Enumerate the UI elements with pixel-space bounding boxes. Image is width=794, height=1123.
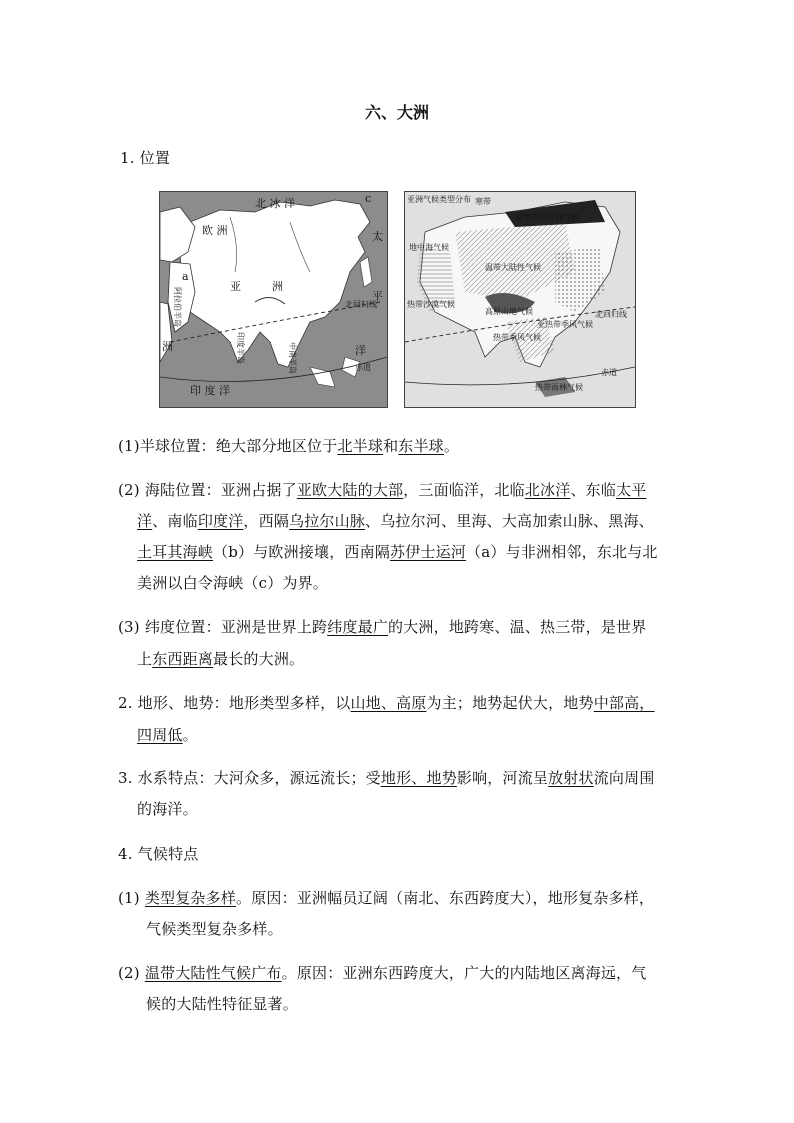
label-arabia: 阿拉伯半岛 — [173, 287, 182, 327]
answer: 东西距离 — [152, 650, 214, 668]
text: 2. 地形、地势：地形类型多样，以 — [118, 694, 351, 712]
label-c: c — [365, 192, 372, 205]
label-indian-ocean: 印 度 洋 — [190, 384, 230, 397]
answer: 山地、高原 — [350, 694, 427, 712]
text: 和 — [383, 437, 399, 455]
text: 最长的大洲。 — [213, 650, 305, 668]
text: 上 — [137, 650, 153, 668]
para-sea-land-line-1 — [118, 479, 646, 500]
asia-climate-map-graphic — [405, 192, 635, 407]
text: (2) 海陆位置：亚洲占据了 — [118, 481, 297, 499]
text: 。 — [182, 726, 198, 744]
section-water-line-2: 的海洋。 — [137, 800, 198, 818]
label-ocean: 洋 — [355, 344, 366, 357]
text: 。原因：亚洲东西跨度大，广大的内陆地区离海远，气 — [281, 964, 647, 982]
text: (1)半球位置：绝大部分地区位于 — [118, 437, 338, 455]
answer: 地形、地势 — [380, 769, 457, 787]
answer: 中部高， — [593, 694, 655, 712]
text: 、乌拉尔河、里海、大高加索山脉、黑海、 — [365, 512, 654, 530]
label-arctic-ocean: 北 冰 洋 — [255, 197, 295, 210]
label-equator: 赤道 — [601, 368, 617, 377]
answer: 乌拉尔山脉 — [289, 512, 366, 530]
label-asia-2: 洲 — [272, 280, 283, 293]
answer: 印度洋 — [197, 512, 244, 530]
label-africa: 洲 — [162, 340, 173, 353]
label-rainforest: 热带雨林气候 — [535, 383, 583, 392]
text: 。 — [443, 437, 460, 455]
para-climate-2-line-1 — [118, 962, 646, 983]
climate-map-title: 亚洲气候类型分布 — [407, 195, 471, 204]
asia-climate-map — [404, 191, 636, 408]
text: 、东临 — [570, 481, 617, 499]
label-subarctic: 亚寒带针叶林气候 — [515, 213, 579, 222]
answer: 亚欧大陆的大部 — [296, 481, 404, 499]
page-title: 六、大洲 — [364, 103, 429, 122]
label-desert: 热带沙漠气候 — [407, 300, 455, 309]
section-heading-location: 1. 位置 — [120, 149, 171, 167]
answer: 纬度最广 — [327, 618, 389, 636]
section-terrain-line-1 — [118, 692, 655, 713]
label-plateau: 高原山地气候 — [485, 307, 533, 316]
label-a: a — [182, 270, 189, 283]
para-climate-1-line-1 — [118, 887, 654, 908]
para-sea-land-line-2 — [137, 510, 654, 531]
para-sea-land-line-4: 美洲以白令海峡（c）为界。 — [137, 574, 329, 592]
label-monsoon-trop: 热带季风气候 — [493, 333, 541, 342]
text: 影响，河流呈 — [456, 769, 549, 787]
label-pacific-1: 太 — [372, 230, 383, 243]
para-hemisphere — [118, 435, 459, 456]
answer: 四周低 — [137, 726, 183, 744]
para-climate-2-line-2: 候的大陆性特征显著。 — [146, 995, 299, 1013]
label-hindustan: 印度半岛 — [236, 332, 245, 364]
text: 、南临 — [152, 512, 198, 530]
answer: 洋 — [137, 512, 153, 530]
section-terrain-line-2 — [137, 724, 198, 745]
label-continental: 温带大陆性气候 — [485, 263, 541, 272]
label-tropic: 北回归线 — [345, 300, 377, 309]
section-water-line-1 — [118, 767, 655, 788]
asia-location-map-graphic — [160, 192, 387, 407]
text: 为主；地势起伏大，地势 — [426, 694, 594, 712]
text: 。原因：亚洲幅员辽阔（南北、东西跨度大），地形复杂多样， — [236, 889, 655, 907]
label-europe: 欧 洲 — [202, 224, 228, 237]
label-pacific-2: 平 — [372, 290, 383, 303]
label-equator: 赤道 — [355, 363, 371, 372]
para-latitude-line-1 — [118, 616, 646, 637]
text: ，三面临洋，北临 — [403, 481, 525, 499]
para-latitude-line-2 — [137, 648, 304, 669]
answer: 类型复杂多样 — [144, 889, 237, 907]
text: （a）与非洲相邻，东北与北 — [466, 543, 658, 561]
answer: 土耳其海峡 — [137, 543, 214, 561]
answer: 温带大陆性气候广布 — [144, 964, 282, 982]
label-indochina: 中南半岛 — [288, 342, 297, 374]
text: 3. 水系特点：大河众多，源远流长；受 — [118, 769, 381, 787]
text: （b）与欧洲接壤，西南隔 — [213, 543, 391, 561]
para-climate-1-line-2: 气候类型复杂多样。 — [146, 920, 283, 938]
label-mediterranean: 地中海气候 — [409, 243, 449, 252]
text: 流向周围 — [593, 769, 655, 787]
answer: 苏伊士运河 — [390, 543, 467, 561]
text: (3) 纬度位置：亚洲是世界上跨 — [118, 618, 328, 636]
answer: 放射状 — [548, 769, 594, 787]
section-heading-climate: 4. 气候特点 — [118, 845, 199, 863]
answer: 北冰洋 — [524, 481, 571, 499]
label-asia-1: 亚 — [230, 280, 241, 293]
para-sea-land-line-3 — [137, 541, 658, 562]
text: (2) — [118, 964, 145, 982]
answer: 东半球 — [398, 437, 444, 455]
label-tundra: 寒带 — [475, 197, 491, 206]
text: (1) — [118, 889, 145, 907]
label-tropic: 北回归线 — [595, 310, 627, 319]
answer: 北半球 — [337, 437, 384, 455]
asia-location-map — [159, 191, 388, 408]
label-monsoon-sub: 亚热带季风气候 — [537, 320, 593, 329]
text: 的大洲，地跨寒、温、热三带，是世界 — [388, 618, 647, 636]
answer: 太平 — [616, 481, 647, 499]
text: ，西隔 — [243, 512, 290, 530]
